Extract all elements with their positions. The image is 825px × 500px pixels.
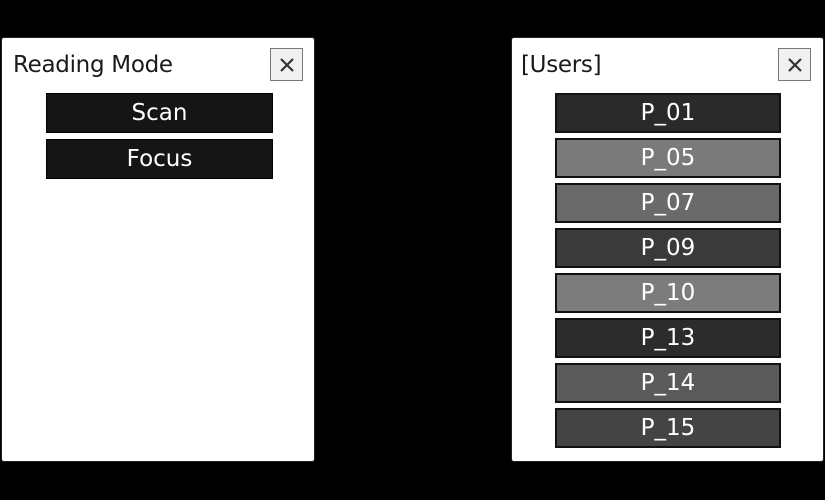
user-p-05[interactable]: P_05 [555, 138, 781, 178]
user-p-15[interactable]: P_15 [555, 408, 781, 448]
user-p-14[interactable]: P_14 [555, 363, 781, 403]
users-panel [511, 37, 824, 462]
user-p-13[interactable]: P_13 [555, 318, 781, 358]
reading-mode-title: Reading Mode [13, 52, 173, 78]
users-title: [Users] [521, 52, 602, 78]
reading-mode-panel [1, 37, 315, 462]
user-p-01[interactable]: P_01 [555, 93, 781, 133]
category-focus[interactable]: Focus [46, 139, 273, 179]
user-p-09[interactable]: P_09 [555, 228, 781, 268]
close-users-button[interactable] [778, 48, 811, 81]
close-icon [278, 56, 296, 74]
user-p-10[interactable]: P_10 [555, 273, 781, 313]
user-p-07[interactable]: P_07 [555, 183, 781, 223]
close-reading-mode-button[interactable] [270, 48, 303, 81]
category-scan[interactable]: Scan [46, 93, 273, 133]
close-icon [786, 56, 804, 74]
